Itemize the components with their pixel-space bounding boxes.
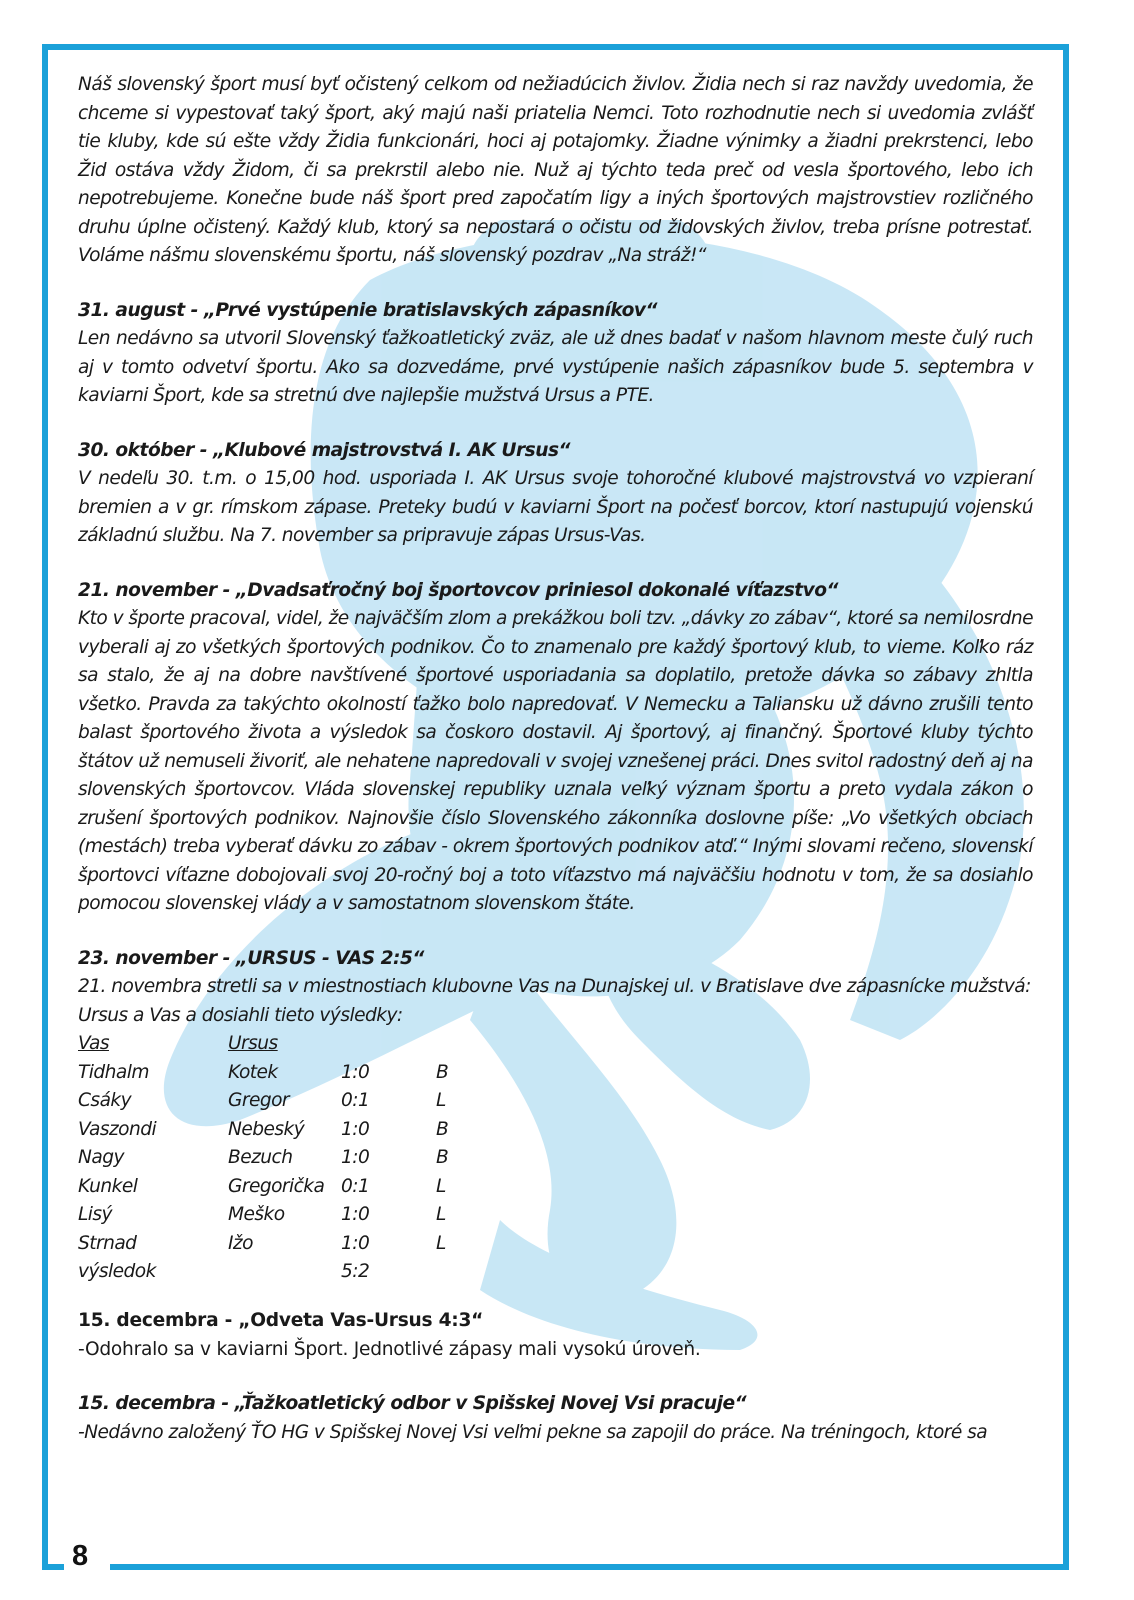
vas-wrestler: Csáky [78,1090,132,1111]
results-row [78,1144,1033,1173]
bout-mark: L [436,1204,446,1225]
entry-heading: 15. decembra - „Ťažkoatletický odbor v Spišskej Novej Vsi pracuje“ [78,1393,747,1414]
bout-mark: B [436,1147,449,1168]
entry-november [78,577,1033,919]
bout-score: 1:0 [341,1204,370,1225]
intro-paragraph: Náš slovenský šport musí byť očistený celkom od nežiadúcich živlov. Židia nech si raz navždy uvedomia, že chceme si vypestovať taký šport, aký majú naši priatelia Nemci. Toto rozhodnutie nech si uvedomia zvlášť tie kluby, kde sú ešte vždy Židia funkcionári, hoci aj potajomky. Žiadne výnimky a žiadni prekrstenci, lebo Žid ostáva vždy Židom, či sa prekrstil alebo nie. Nuž aj týchto teda preč od vesla športového, lebo ich nepotrebujeme. Konečne bude náš šport pred započatím ligy a iných športových majstrovstiev rozličného druhu úplne očistený. Každý klub, ktorý sa nepostará o očistu od židovských živlov, treba prísne potrestať. Voláme nášmu slovenskému športu, náš slovenský pozdrav „Na stráž!“ [78,74,1033,266]
bout-score: 1:0 [341,1232,370,1254]
entry-spisska [78,1390,1033,1447]
vas-wrestler: Strnad [78,1232,137,1254]
bout-score: 1:0 [341,1147,370,1168]
match-heading: 23. november - „URSUS - VAS 2:5“ [78,947,424,969]
vas-wrestler: Tidhalm [78,1061,149,1083]
bout-mark: B [436,1118,449,1140]
bout-score: 1:0 [341,1118,370,1140]
results-table [78,1030,1033,1287]
entry-body: -Nedávno založený ŤO HG v Spišskej Novej Vsi veľmi pekne sa zapojil do práce. Na tréningoch, ktoré sa [78,1421,988,1443]
ursus-wrestler: Bezuch [228,1147,293,1168]
entry-august [78,297,1033,411]
frame-border-left [42,44,48,1570]
ursus-wrestler: Ižo [228,1232,253,1254]
frame-border-bottom-right [110,1564,1069,1570]
ursus-wrestler: Kotek [228,1061,278,1083]
article-body [78,71,1033,1447]
frame-border-right [1063,44,1069,1570]
vas-wrestler: Kunkel [78,1175,138,1197]
results-total-row [78,1258,1033,1287]
total-score: 5:2 [341,1261,370,1282]
vas-wrestler: Nagy [78,1147,124,1168]
results-row [78,1173,1033,1202]
rematch-heading: 15. decembra - „Odveta Vas-Ursus 4:3“ [78,1310,484,1331]
results-header-row [78,1030,1033,1059]
entry-heading: 30. október - „Klubové majstrovstvá I. AK Ursus“ [78,439,571,461]
entry-body: V nedeľu 30. t.m. o 15,00 hod. usporiada I. AK Ursus svoje tohoročné klubové majstrovstvá vo vzpieraní bremien a v gr. rímskom zápase. Preteky budú v kaviarni Šport na počesť borcov, ktorí nastupujú vojenskú základnú službu. Na 7. november sa pripravuje zápas Ursus-Vas. [78,468,1033,546]
bout-mark: B [436,1061,449,1083]
frame-border-top [42,44,1069,50]
entry-october [78,437,1033,551]
ursus-wrestler: Meško [228,1204,285,1225]
bout-score: 0:1 [341,1175,370,1197]
entry-heading: 21. november - „Dvadsaťročný boj športovcov priniesol dokonalé víťazstvo“ [78,579,839,601]
results-row [78,1059,1033,1088]
ursus-wrestler: Gregor [228,1090,290,1111]
bout-score: 1:0 [341,1061,370,1083]
entry-body: Len nedávno sa utvoril Slovenský ťažkoatletický zväz, ale už dnes badať v našom hlavnom meste čulý ruch aj v tomto odvetví športu. Ako sa dozvedáme, prvé vystúpenie našich zápasníkov bude 5. septembra v kaviarni Šport, kde sa stretnú dve najlepšie mužstvá Ursus a PTE. [78,328,1033,406]
match-body: 21. novembra stretli sa v miestnostiach klubovne Vas na Dunajskej ul. v Bratislave dve zápasnícke mužstvá: Ursus a Vas a dosiahli tieto výsledky: [78,976,1031,1026]
vas-wrestler: Lisý [78,1204,113,1225]
total-label: výsledok [78,1261,156,1282]
column-header-vas: Vas [78,1033,109,1054]
page-number: 8 [72,1540,89,1572]
frame-border-bottom-left [42,1564,64,1570]
bout-mark: L [436,1090,446,1111]
bout-mark: L [436,1232,446,1254]
vas-wrestler: Vaszondi [78,1118,157,1140]
results-row [78,1087,1033,1116]
bout-mark: L [436,1175,446,1197]
entry-body: Kto v športe pracoval, videl, že najväčším zlom a prekážkou boli tzv. „dávky zo zábav“, ktoré sa nemilosrdne vyberali aj zo všetkých športových podnikov. Čo to znamenalo pre každý športový klub, to vieme. Koľko ráz sa stalo, že aj na dobre navštívené športové usporiadania sa doplatilo, pretože dávka so zábavy zhltla všetko. Pravda za takýchto okolností ťažko bolo napredovať. V Nemecku a Taliansku už dávno zrušili tento balast športového života a výsledok sa čoskoro dostavil. Aj športový, aj finančný. Športové kluby týchto štátov už nemuseli živoriť, ale nehatene napredovali v svojej vznešenej práci. Dnes svitol radostný deň aj na slovenských športovcov. Vláda slovenskej republiky uznala veľký význam športu a preto vydala zákon o zrušení športových podnikov. Najnovšie číslo Slovenského zákonníka doslovne píše: „Vo všetkých obciach (mestách) treba vyberať dávku zo zábav - okrem športových podnikov atď.“ Inými slovami rečeno, slovenskí športovci víťazne dobojovali svoj 20-ročný boj a toto víťazstvo má najväčšiu hodnotu v tom, že sa dosiahlo pomocou slovenskej vlády a v samostatnom slovenskom štáte. [78,608,1033,914]
entry-rematch [78,1307,1033,1364]
rematch-body: -Odohralo sa v kaviarni Šport. Jednotlivé zápasy mali vysokú úroveň. [78,1338,701,1360]
results-row [78,1116,1033,1145]
ursus-wrestler: Nebeský [228,1118,305,1140]
entry-heading: 31. august - „Prvé vystúpenie bratislavských zápasníkov“ [78,299,657,321]
results-row [78,1201,1033,1230]
results-row [78,1230,1033,1259]
entry-match [78,945,1033,1288]
bout-score: 0:1 [341,1090,370,1111]
ursus-wrestler: Gregorička [228,1175,325,1197]
column-header-ursus: Ursus [228,1033,278,1054]
